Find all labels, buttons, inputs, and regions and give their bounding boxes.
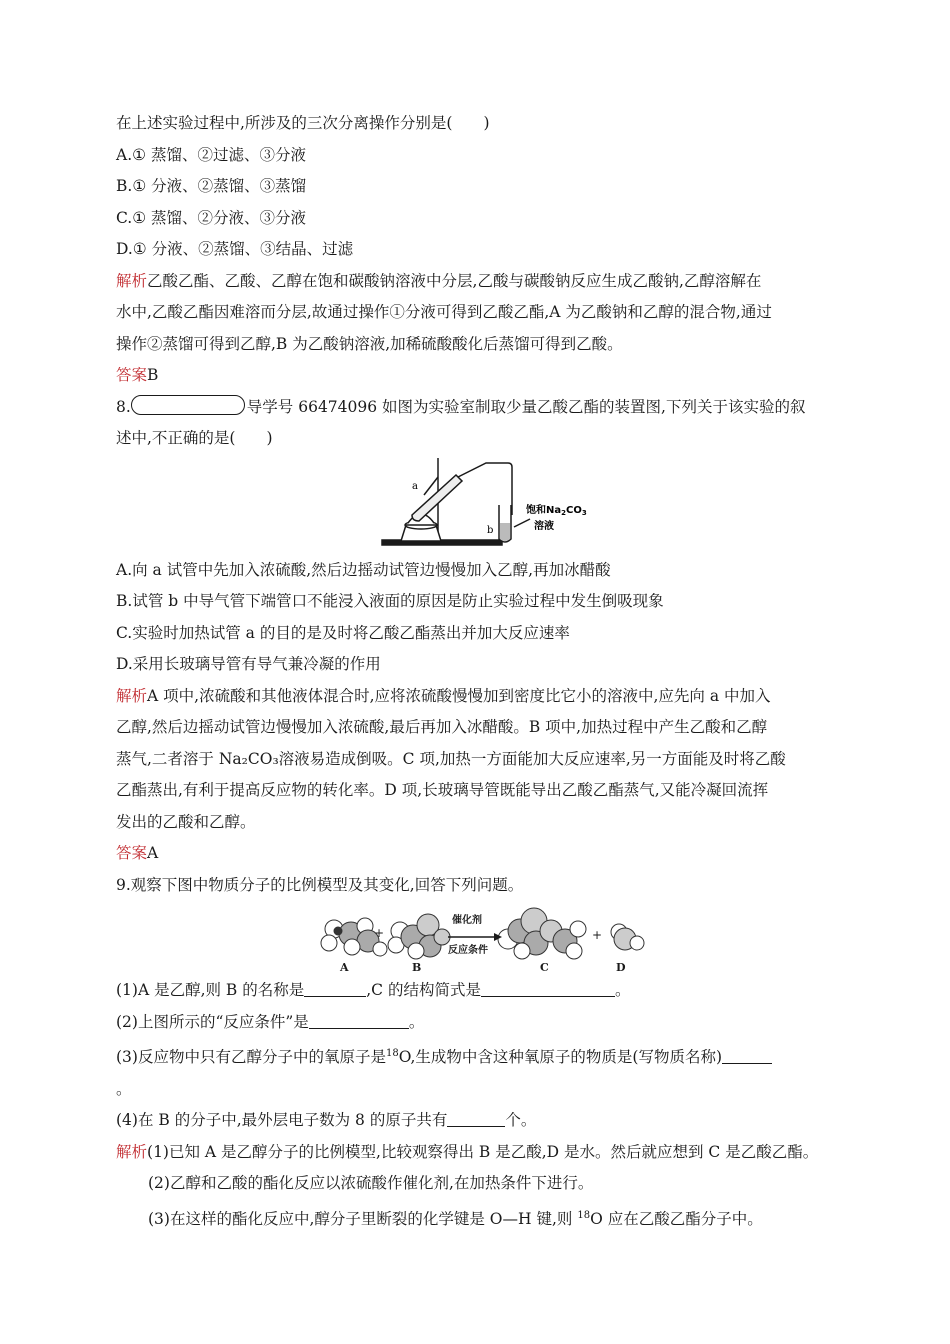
label-a: a [412,480,418,492]
q8-number: 8. [116,397,131,416]
q9-sub4 [116,1105,846,1137]
analysis-text: A 项中,浓硫酸和其他液体混合时,应将浓硫酸慢慢加到密度比它小的溶液中,应先向 a 中加入 [147,686,771,705]
q7-option-d: D.① 分液、②蒸馏、③结晶、过滤 [116,240,354,258]
q8-analysis-line [116,681,846,713]
q8-analysis-line: 乙酯蒸出,有利于提高反应物的转化率。D 项,长玻璃导管既能导出乙酸乙酯蒸气,又能冷凝回流挥 [116,781,769,799]
q9-analysis-line: (2)乙醇和乙酸的酯化反应以浓硫酸作催化剂,在加热条件下进行。 [148,1174,594,1193]
isotope-superscript: 18 [385,1048,399,1059]
q7-analysis-line [116,266,846,298]
document-page [116,108,846,1235]
q8-option-c: C.实验时加热试管 a 的目的是及时将乙酸乙酯蒸出并加大反应速率 [116,623,570,642]
answer-blank [309,1012,409,1029]
isotope-superscript: 18 [577,1209,591,1221]
answer-value: B [147,366,159,384]
answer-blank [304,980,366,997]
q9-stem: 9.观察下图中物质分子的比例模型及其变化,回答下列问题。 [116,875,524,894]
q7-analysis-line: 水中,乙酸乙酯因难溶而分层,故通过操作①分液可得到乙酸乙酯,A 为乙酸钠和乙醇的混合物,通过 [116,303,772,321]
q9-sub2 [116,1007,846,1039]
q9-sub3 [116,1038,846,1074]
answer-blank [481,980,615,997]
q9-sub3-end: 。 [116,1079,132,1098]
q9-sub4-text: (4)在 B 的分子中,最外层电子数为 8 的原子共有 [116,1111,448,1130]
answer-value: A [147,844,159,862]
analysis-label: 解析 [116,1142,148,1161]
analysis-text: O 应在乙酸乙酯分子中。 [590,1209,763,1228]
q8-analysis-line: 发出的乙酸和乙醇。 [116,812,256,831]
apparatus-figure [116,455,846,555]
plus-sign: + [374,926,385,940]
q9-sub3-text: O,生成物中含这种氧原子的物质是(写物质名称) [398,1048,723,1067]
q9-sub1-text: 。 [614,981,631,999]
esterification-apparatus-diagram [116,455,846,555]
q8-option-b: B.试管 b 中导气管下端管口不能浸入液面的原因是防止实验过程中发生倒吸现象 [116,592,664,610]
q8-answer [116,838,846,870]
plus-sign: + [592,928,603,942]
q9-analysis-line [116,1137,846,1169]
q9-sub3-text: (3)反应物中只有乙醇分子中的氧原子是 [116,1048,386,1067]
solution-label-2: 溶液 [534,520,554,532]
q9-sub2-text: 。 [408,1012,425,1031]
catalyst-label: 催化剂 [452,915,482,926]
analysis-label: 解析 [116,271,148,290]
label-C: C [540,961,549,974]
molecule-figure [116,901,846,975]
label-A: A [340,961,349,974]
answer-label: 答案 [116,366,148,384]
q7-answer [116,360,846,392]
guide-badge-icon [131,395,245,415]
q8-stem-cont: 述中,不正确的是( ) [116,429,273,447]
analysis-text: (3)在这样的酯化反应中,醇分子里断裂的化学键是 O—H 键,则 [148,1209,578,1228]
q9-analysis-line [116,1200,846,1236]
analysis-text: 乙酸乙酯、乙酸、乙醇在饱和碳酸钠溶液中分层,乙酸与碳酸钠反应生成乙酸钠,乙醇溶解在 [147,271,762,290]
space-filling-model-diagram [116,901,846,975]
analysis-label: 解析 [116,686,148,705]
q8-stem-text: 导学号 66474096 如图为实验室制取少量乙酸乙酯的装置图,下列关于该实验的叙 [246,397,806,416]
label-D: D [616,961,626,974]
q9-sub1-text: ,C 的结构简式是 [366,981,481,999]
q8-analysis-line: 乙醇,然后边摇动试管边慢慢加入浓硫酸,最后再加入冰醋酸。B 项中,加热过程中产生乙酸和乙醇 [116,718,768,736]
answer-blank [447,1110,505,1127]
q7-option-a: A.① 蒸馏、②过滤、③分液 [116,145,306,164]
q9-sub1 [116,975,846,1007]
q7-option-c: C.① 蒸馏、②分液、③分液 [116,208,307,227]
q8-option-a: A.向 a 试管中先加入浓硫酸,然后边摇动试管边慢慢加入乙醇,再加冰醋酸 [116,560,611,579]
q7-stem: 在上述实验过程中,所涉及的三次分离操作分别是( ) [116,114,490,132]
q8-analysis-line: 蒸气,二者溶于 Na₂CO₃溶液易造成倒吸。C 项,加热一方面能加大反应速率,另一方面能及时将乙酸 [116,749,786,768]
q8-option-d: D.采用长玻璃导管有导气兼冷凝的作用 [116,655,381,673]
q7-option-b: B.① 分液、②蒸馏、③蒸馏 [116,177,307,195]
solution-label: 饱和$Na_2CO_3$ [526,504,587,517]
q9-sub4-text: 个。 [505,1111,537,1130]
q9-sub2-text: (2)上图所示的“反应条件”是 [116,1012,309,1031]
label-B: B [412,961,422,974]
condition-label: 反应条件 [448,945,488,956]
label-b: b [487,524,494,536]
q8-stem [116,392,846,424]
analysis-text: (1)已知 A 是乙醇分子的比例模型,比较观察得出 B 是乙酸,D 是水。然后就应想到 C 是乙酸乙酯。 [147,1142,819,1161]
q9-sub1-text: (1)A 是乙醇,则 B 的名称是 [116,981,305,999]
answer-blank [722,1047,772,1064]
answer-label: 答案 [116,844,148,862]
q7-analysis-line: 操作②蒸馏可得到乙醇,B 为乙酸钠溶液,加稀硫酸酸化后蒸馏可得到乙酸。 [116,334,623,353]
